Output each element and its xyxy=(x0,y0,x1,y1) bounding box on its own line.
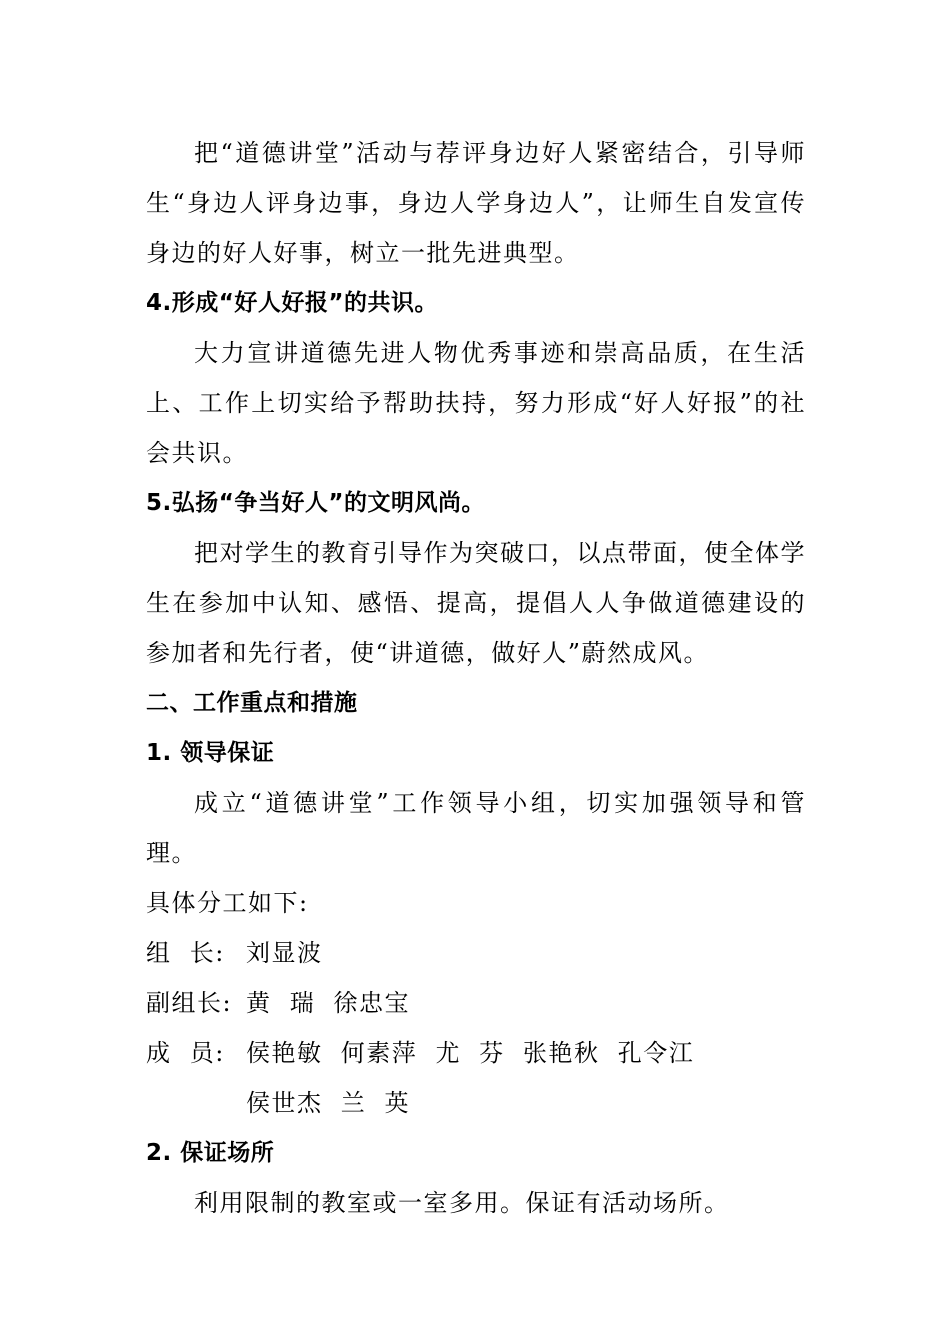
roster-label-members: 成 员: xyxy=(146,1039,225,1067)
paragraph-good-people-selection: 把“道德讲堂”活动与荐评身边好人紧密结合，引导师生“身边人评身边事，身边人学身边人”，让师生自发宣传身边的好人好事，树立一批先进典型。 xyxy=(146,139,806,267)
roster-row-members xyxy=(146,1028,806,1078)
roster-label-leader: 组 长: xyxy=(146,939,225,967)
roster-names-members-line2: 侯世杰 兰 英 xyxy=(246,1089,411,1117)
paragraph-leadership-group: 成立“道德讲堂”工作领导小组，切实加强领导和管理。 xyxy=(146,789,806,867)
heading-venue-guarantee: 2. 保证场所 xyxy=(146,1140,275,1166)
paragraph-civilized-trend: 把对学生的教育引导作为突破口，以点带面，使全体学生在参加中认知、感悟、提高，提倡人人争做道德建设的参加者和先行者，使“讲道德，做好人”蔚然成风。 xyxy=(146,539,806,667)
roster-label-spacer xyxy=(146,1078,246,1128)
section-heading-key-work-measures: 二、工作重点和措施 xyxy=(146,690,358,716)
paragraph-venue: 利用限制的教室或一室多用。保证有活动场所。 xyxy=(194,1189,730,1217)
roster-names-leader: 刘显波 xyxy=(246,939,323,967)
roster-row-members-continued xyxy=(146,1078,806,1128)
roster-row-leader xyxy=(146,928,806,978)
roster-row-deputy xyxy=(146,978,806,1028)
paragraph-good-deeds-consensus: 大力宣讲道德先进人物优秀事迹和崇高品质，在生活上、工作上切实给予帮助扶持，努力形成“好人好报”的社会共识。 xyxy=(146,339,806,467)
document-body xyxy=(146,128,806,1228)
heading-good-deeds-consensus: 4.形成“好人好报”的共识。 xyxy=(146,290,438,316)
roster-names-members-line1: 侯艳敏 何素萍 尤 芬 张艳秋 孔令江 xyxy=(246,1039,695,1067)
heading-civilized-trend: 5.弘扬“争当好人”的文明风尚。 xyxy=(146,490,485,516)
roster-label-deputy: 副组长: xyxy=(146,989,233,1017)
heading-leadership-guarantee: 1. 领导保证 xyxy=(146,740,275,766)
division-intro: 具体分工如下: xyxy=(146,889,309,917)
roster-names-deputy: 黄 瑞 徐忠宝 xyxy=(246,989,411,1017)
